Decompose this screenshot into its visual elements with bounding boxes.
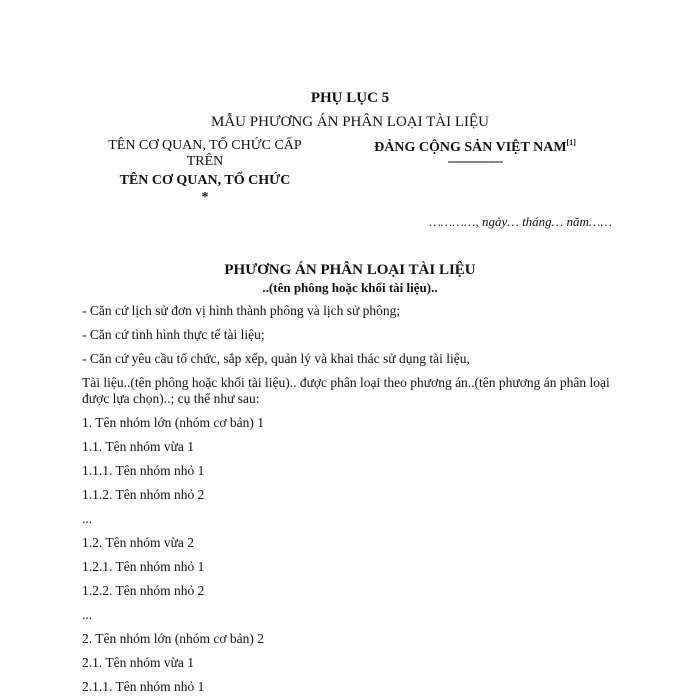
party-footnote: [1] [566,138,576,147]
party-underline: --------------- [447,154,503,169]
outline-item: 2. Tên nhóm lớn (nhóm cơ bản) 2 [82,631,264,646]
date-line: …………, ngày… tháng… năm…… [429,214,612,229]
outline-item: ... [82,607,93,622]
appendix-title: PHỤ LỤC 5 [310,90,390,106]
agency-name: TÊN CƠ QUAN, TỔ CHỨC [119,173,291,188]
outline-item: 1.1. Tên nhóm vừa 1 [82,439,195,454]
outline-item: 1.2.1. Tên nhóm nhỏ 1 [82,559,205,574]
form-title: MẪU PHƯƠNG ÁN PHÂN LOẠI TÀI LIỆU [210,114,489,130]
basis-line: - Căn cứ tình hình thực tế tài liệu; [82,327,265,342]
basis-line: - Căn cứ lịch sử đơn vị hình thành phông và lịch sử phông; [82,303,401,318]
outline-item: ... [82,511,93,526]
basis-line: - Căn cứ yêu cầu tổ chức, sắp xếp, quản lý và khai thác sử dụng tài liệu, [82,351,470,366]
outline-item: 1.2. Tên nhóm vừa 2 [82,535,195,550]
outline-item: 1.2.2. Tên nhóm nhỏ 2 [82,583,205,598]
parent-agency-line2: TRÊN [186,154,224,169]
outline-item: 1.1.2. Tên nhóm nhỏ 2 [82,487,205,502]
outline-item: 2.1.1. Tên nhóm nhỏ 1 [82,679,205,694]
outline-item: 2.1. Tên nhóm vừa 1 [82,655,195,670]
parent-agency-line1: TÊN CƠ QUAN, TỔ CHỨC CẤP [108,138,302,153]
document-title: PHƯƠNG ÁN PHÂN LOẠI TÀI LIỆU [224,262,476,278]
party-name-text: ĐẢNG CỘNG SẢN VIỆT NAM [374,140,567,155]
outline-item: 1. Tên nhóm lớn (nhóm cơ bản) 1 [82,415,264,430]
document-subtitle: ..(tên phông hoặc khối tài liệu).. [262,280,438,295]
intro-paragraph: Tài liệu..(tên phông hoặc khối tài liệu).. được phân loại theo phương án..(tên phương án phân loại được lựa chọn)..; cụ thể như sau: [82,375,610,406]
parent-agency-name [90,138,320,170]
outline-item: 1.1.1. Tên nhóm nhỏ 1 [82,463,205,478]
agency-star: * [201,190,209,205]
